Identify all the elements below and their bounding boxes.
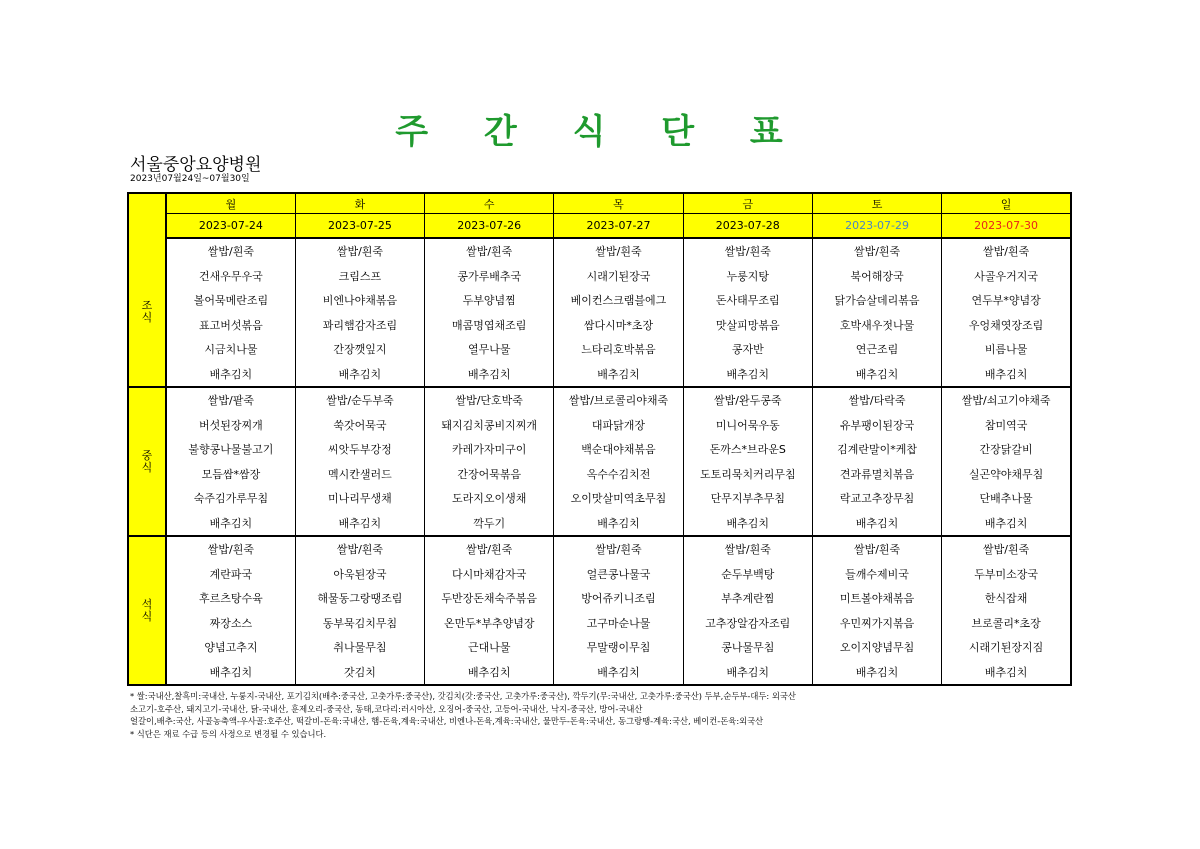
menu-row (128, 660, 1071, 686)
menu-row (128, 562, 1071, 587)
menu-item: 버섯된장찌개 (166, 413, 295, 438)
day-name-2: 수 (425, 193, 554, 214)
menu-item: 누룽지탕 (683, 264, 812, 289)
meal-label-char: 식 (141, 609, 153, 623)
menu-item: 쌀밥/완두콩죽 (683, 387, 812, 413)
day-name-5: 토 (812, 193, 941, 214)
menu-item: 얼큰콩나물국 (554, 562, 683, 587)
menu-item: 느타리호박볶음 (554, 337, 683, 362)
day-name-4: 금 (683, 193, 812, 214)
menu-item: 동부묵김치무침 (295, 611, 424, 636)
menu-item: 쌀밥/흰죽 (425, 238, 554, 264)
menu-item: 배추김치 (166, 362, 295, 388)
menu-item: 배추김치 (812, 660, 941, 686)
menu-item: 쌀밥/흰죽 (683, 238, 812, 264)
menu-item: 맛살피망볶음 (683, 313, 812, 338)
menu-row (128, 362, 1071, 388)
meal-label-char: 조 (141, 299, 153, 312)
menu-item: 표고버섯볶음 (166, 313, 295, 338)
menu-item: 시금치나물 (166, 337, 295, 362)
meal-label-char: 석 (141, 597, 153, 611)
menu-item: 미니어묵우동 (683, 413, 812, 438)
day-name-1: 화 (295, 193, 424, 214)
menu-item: 다시마채감자국 (425, 562, 554, 587)
menu-item: 배추김치 (942, 362, 1071, 388)
menu-item: 유부팽이된장국 (812, 413, 941, 438)
menu-item: 배추김치 (554, 511, 683, 537)
menu-item: 양념고추지 (166, 635, 295, 660)
day-name-3: 목 (554, 193, 683, 214)
menu-item: 갓김치 (295, 660, 424, 686)
menu-item: 도라지오이생채 (425, 486, 554, 511)
menu-item: 배추김치 (812, 511, 941, 537)
menu-item: 꽈리햄감자조림 (295, 313, 424, 338)
menu-item: 배추김치 (554, 362, 683, 388)
day-name-6: 일 (942, 193, 1071, 214)
menu-item: 간장어묵볶음 (425, 462, 554, 487)
menu-row (128, 462, 1071, 487)
meal-label (128, 387, 166, 536)
menu-row (128, 238, 1071, 264)
menu-item: 배추김치 (425, 660, 554, 686)
menu-item: 해물동그랑땡조림 (295, 586, 424, 611)
menu-item: 깍두기 (425, 511, 554, 537)
menu-item: 배추김치 (554, 660, 683, 686)
menu-item: 아욱된장국 (295, 562, 424, 587)
menu-item: 쌀밥/쇠고기야채죽 (942, 387, 1071, 413)
menu-item: 닭가슴살데리볶음 (812, 288, 941, 313)
menu-item: 쌀밥/흰죽 (295, 536, 424, 562)
weekly-menu-table (127, 192, 1072, 686)
menu-item: 돈까스*브라운S (683, 437, 812, 462)
meal-label (128, 238, 166, 387)
menu-item: 돼지김치콩비지찌개 (425, 413, 554, 438)
menu-item: 두부양념찜 (425, 288, 554, 313)
menu-item: 시래기된장국 (554, 264, 683, 289)
menu-item: 배추김치 (295, 362, 424, 388)
menu-row (128, 486, 1071, 511)
menu-item: 건새우무우국 (166, 264, 295, 289)
menu-item: 쌀밥/흰죽 (166, 238, 295, 264)
note-line: * 식단은 재료 수급 등의 사정으로 변경될 수 있습니다. (130, 728, 327, 739)
day-name-0: 월 (166, 193, 295, 214)
menu-item: 베이컨스크램블에그 (554, 288, 683, 313)
menu-item: 도토리묵치커리무침 (683, 462, 812, 487)
menu-item: 멕시칸샐러드 (295, 462, 424, 487)
menu-row (128, 586, 1071, 611)
menu-item: 김계란말이*케찹 (812, 437, 941, 462)
day-date-6: 2023-07-30 (942, 214, 1071, 239)
origin-notes (130, 690, 796, 740)
menu-item: 쌀밥/흰죽 (683, 536, 812, 562)
menu-item: 숙주김가루무침 (166, 486, 295, 511)
menu-item: 배추김치 (942, 511, 1071, 537)
menu-row (128, 387, 1071, 413)
menu-item: 실곤약야채무침 (942, 462, 1071, 487)
menu-item: 연근조림 (812, 337, 941, 362)
menu-item: 우민찌가지볶음 (812, 611, 941, 636)
menu-item: 배추김치 (166, 511, 295, 537)
menu-item: 크림스프 (295, 264, 424, 289)
menu-item: 쌀밥/흰죽 (942, 238, 1071, 264)
menu-row (128, 611, 1071, 636)
menu-row (128, 337, 1071, 362)
menu-item: 배추김치 (295, 511, 424, 537)
menu-item: 쌀밥/타락죽 (812, 387, 941, 413)
menu-row (128, 264, 1071, 289)
menu-item: 미나리무생채 (295, 486, 424, 511)
menu-item: 배추김치 (683, 511, 812, 537)
note-line: * 쌀:국내산,찰흑미:국내산, 누룽지-국내산, 포기김치(배추:중국산, 고춧가루:중국산), 갓김치(갓:중국산, 고춧가루:중국산), 깍두기(무:국내산, 고춧가루:중국산) 두부,순두부-대두: 외국산 (130, 691, 796, 701)
menu-row (128, 288, 1071, 313)
menu-item: 단무지부추무침 (683, 486, 812, 511)
page-title: 주 간 식 단 표 (395, 112, 805, 152)
menu-item: 돈사태무조림 (683, 288, 812, 313)
menu-item: 쌀밥/흰죽 (425, 536, 554, 562)
menu-item: 콩가루배추국 (425, 264, 554, 289)
menu-item: 들깨수제비국 (812, 562, 941, 587)
menu-row (128, 536, 1071, 562)
menu-row (128, 313, 1071, 338)
menu-item: 매콤명엽채조림 (425, 313, 554, 338)
menu-item: 오이맛살미역초무침 (554, 486, 683, 511)
menu-item: 콩자반 (683, 337, 812, 362)
menu-item: 대파닭개장 (554, 413, 683, 438)
menu-item: 두반장돈채숙주볶음 (425, 586, 554, 611)
menu-item: 락교고추장무침 (812, 486, 941, 511)
menu-item: 고추장알감자조림 (683, 611, 812, 636)
note-line: 소고기-호주산, 돼지고기-국내산, 닭-국내산, 훈제오리-중국산, 동태,코다리:러시아산, 오징어-중국산, 고등어-국내산, 낙지-중국산, 방어-국내산 (130, 703, 643, 714)
menu-period: 2023년07월24일~07월30일 (130, 174, 250, 184)
menu-item: 취나물무침 (295, 635, 424, 660)
menu-row (128, 437, 1071, 462)
menu-item: 부추계란찜 (683, 586, 812, 611)
menu-item: 쌀밥/흰죽 (942, 536, 1071, 562)
menu-item: 쌀밥/팥죽 (166, 387, 295, 413)
menu-item: 참미역국 (942, 413, 1071, 438)
hospital-name: 서울중앙요양병원 (130, 155, 262, 175)
menu-item: 간장닭갈비 (942, 437, 1071, 462)
menu-item: 콩나물무침 (683, 635, 812, 660)
meal-label (128, 536, 166, 685)
menu-item: 쌀밥/흰죽 (812, 238, 941, 264)
menu-item: 짜장소스 (166, 611, 295, 636)
menu-item: 쌀밥/순두부죽 (295, 387, 424, 413)
menu-item: 배추김치 (425, 362, 554, 388)
menu-item: 옥수수김치전 (554, 462, 683, 487)
menu-item: 온만두*부추양념장 (425, 611, 554, 636)
note-line: 얼갈이,배추:국산, 사골농축액-우사골:호주산, 떡갈비-돈육:국내산, 햄-돈육,계육:국내산, 비엔나-돈육,계육:국내산, 물만두-돈육:국내산, 동그랑땡-계육:국산, 베이컨-돈육:외국산 (130, 716, 764, 726)
menu-item: 계란파국 (166, 562, 295, 587)
menu-item: 쑥갓어묵국 (295, 413, 424, 438)
menu-item: 불향콩나물불고기 (166, 437, 295, 462)
menu-item: 배추김치 (942, 660, 1071, 686)
menu-item: 배추김치 (812, 362, 941, 388)
menu-item: 한식잡채 (942, 586, 1071, 611)
header-corner (128, 193, 166, 238)
menu-item: 우엉채엿장조림 (942, 313, 1071, 338)
menu-item: 씨앗두부강정 (295, 437, 424, 462)
day-date-2: 2023-07-26 (425, 214, 554, 239)
menu-item: 비름나물 (942, 337, 1071, 362)
menu-item: 쌀밥/흰죽 (166, 536, 295, 562)
meal-label-char: 식 (141, 311, 153, 324)
menu-item: 쌀밥/브로콜리야채죽 (554, 387, 683, 413)
menu-item: 오이지양념무침 (812, 635, 941, 660)
menu-item: 북어해장국 (812, 264, 941, 289)
menu-item: 순두부백탕 (683, 562, 812, 587)
menu-item: 고구마순나물 (554, 611, 683, 636)
menu-item: 간장깻잎지 (295, 337, 424, 362)
menu-item: 열무나물 (425, 337, 554, 362)
menu-item: 단배추나물 (942, 486, 1071, 511)
menu-item: 배추김치 (683, 660, 812, 686)
day-date-1: 2023-07-25 (295, 214, 424, 239)
menu-row (128, 635, 1071, 660)
menu-item: 배추김치 (683, 362, 812, 388)
menu-item: 쌀밥/흰죽 (295, 238, 424, 264)
menu-item: 브로콜리*초장 (942, 611, 1071, 636)
meal-label-char: 중 (141, 448, 153, 462)
menu-item: 볼어묵메란조림 (166, 288, 295, 313)
menu-item: 후르츠탕수육 (166, 586, 295, 611)
menu-item: 쌀밥/흰죽 (812, 536, 941, 562)
menu-item: 연두부*양념장 (942, 288, 1071, 313)
menu-item: 카레가자미구이 (425, 437, 554, 462)
menu-item: 두부미소장국 (942, 562, 1071, 587)
menu-row (128, 511, 1071, 537)
day-date-4: 2023-07-28 (683, 214, 812, 239)
menu-item: 쌀밥/흰죽 (554, 536, 683, 562)
menu-item: 비엔나야채볶음 (295, 288, 424, 313)
menu-item: 사골우거지국 (942, 264, 1071, 289)
menu-item: 쌀밥/단호박죽 (425, 387, 554, 413)
menu-item: 호박새우젓나물 (812, 313, 941, 338)
menu-item: 무말랭이무침 (554, 635, 683, 660)
menu-item: 근대나물 (425, 635, 554, 660)
menu-row (128, 413, 1071, 438)
menu-item: 미트볼야채볶음 (812, 586, 941, 611)
day-date-5: 2023-07-29 (812, 214, 941, 239)
menu-item: 방어쥬키니조림 (554, 586, 683, 611)
menu-item: 모듬쌈*쌈장 (166, 462, 295, 487)
menu-item: 쌈다시마*초장 (554, 313, 683, 338)
menu-item: 백순대야채볶음 (554, 437, 683, 462)
menu-item: 시래기된장지짐 (942, 635, 1071, 660)
menu-item: 배추김치 (166, 660, 295, 686)
day-date-0: 2023-07-24 (166, 214, 295, 239)
day-date-3: 2023-07-27 (554, 214, 683, 239)
meal-label-char: 식 (141, 460, 153, 474)
menu-item: 견과류멸치볶음 (812, 462, 941, 487)
menu-item: 쌀밥/흰죽 (554, 238, 683, 264)
